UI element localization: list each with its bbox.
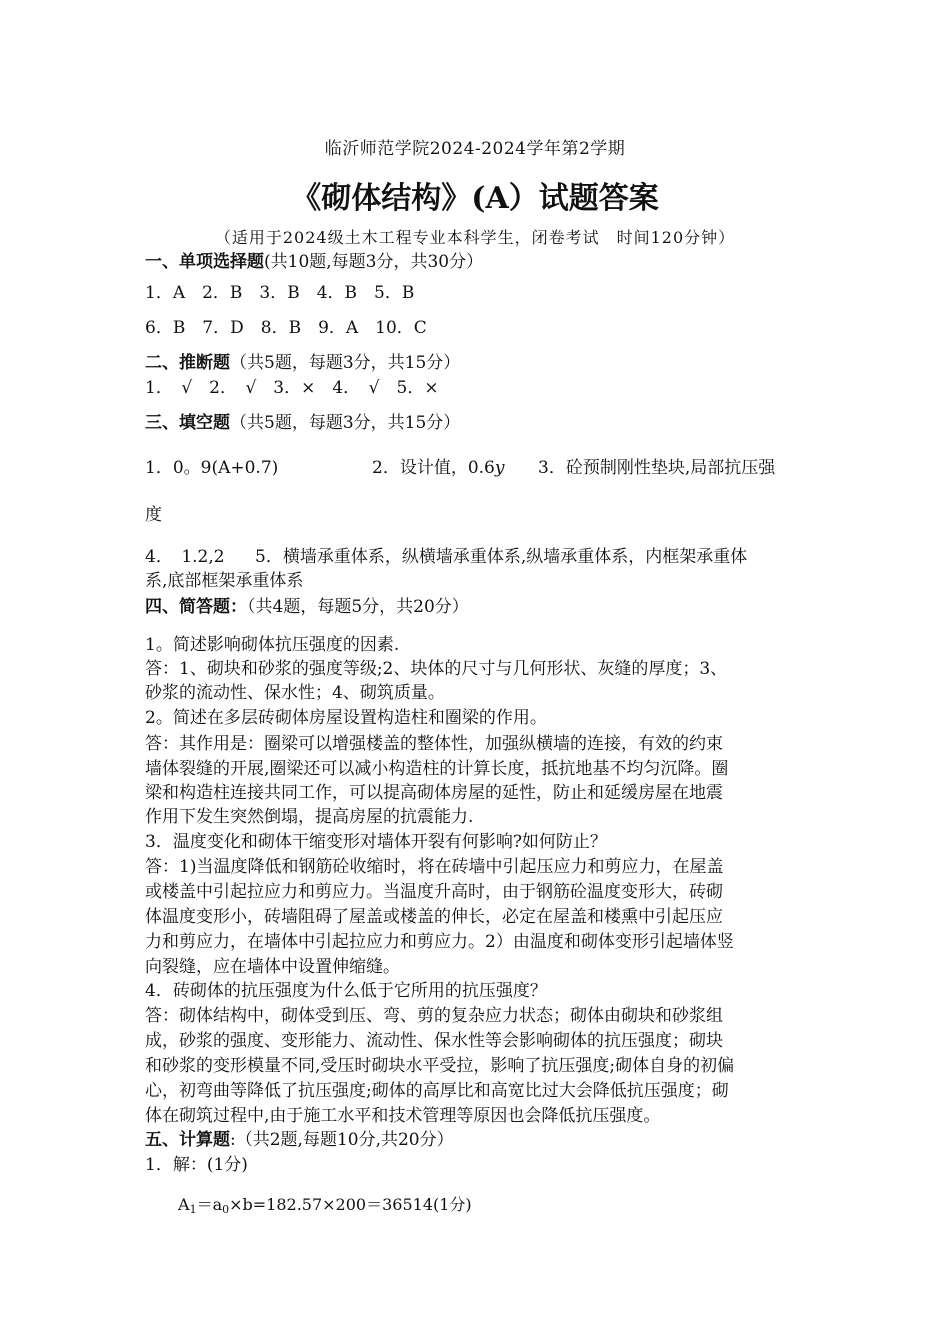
short-answer-line: 2。简述在多层砖砌体房屋设置构造柱和圈梁的作用。	[145, 708, 547, 728]
short-answer-line: 答：1、砌块和砂浆的强度等级;2、块体的尺寸与几何形状、灰缝的厚度；3、	[145, 659, 728, 679]
short-answer-line: 成，砂浆的强度、变形能力、流动性、保水性等会影响砌体的抗压强度；砌块	[145, 1031, 723, 1051]
choice-answers-row-1: 1．A 2．B 3．B 4．B 5．B	[145, 283, 415, 303]
short-answer-line: 力和剪应力，在墙体中引起拉应力和剪应力。2）由温度和砌体变形引起墙体竖	[145, 932, 734, 952]
short-answer-line: 体在砌筑过程中,由于施工水平和技术管理等原因也会降低抗压强度。	[145, 1106, 661, 1126]
fill-answer-3-continued: 度	[145, 505, 162, 525]
formula-subscript: 0	[222, 1203, 230, 1216]
fill-answer-4: 4． 1.2,2	[145, 547, 225, 567]
section-note: :（共2题,每题10分,共20分）	[230, 1130, 454, 1150]
short-answer-line: 3．温度变化和砌体干缩变形对墙体开裂有何影响?如何防止？	[145, 832, 607, 852]
short-answer-line: 4．砖砌体的抗压强度为什么低于它所用的抗压强度？	[145, 981, 547, 1001]
short-answer-line: 梁和构造柱连接共同工作，可以提高砌体房屋的延性，防止和延缓房屋在地震	[145, 783, 723, 803]
choice-answers-row-2: 6．B 7．D 8．B 9．A 10．C	[145, 318, 427, 338]
short-answer-line: 和砂浆的变形模量不同,受压时砌块水平受拉，影响了抗压强度;砌体自身的初偏	[145, 1056, 735, 1076]
section-1-header	[145, 251, 483, 273]
section-heading: 三、填空题	[145, 413, 230, 433]
short-answer-line: 答：其作用是：圈梁可以增强楼盖的整体性，加强纵横墙的连接，有效的约束	[145, 734, 723, 754]
formula-part: ＝a	[196, 1195, 223, 1214]
section-3-header	[145, 412, 460, 434]
section-note: （共4题，每题5分，共20分）	[247, 597, 469, 617]
judgement-answers-row: 1． √ 2． √ 3．× 4． √ 5．×	[145, 378, 439, 398]
fill-answer-2	[372, 457, 504, 479]
short-answer-line: 1。简述影响砌体抗压强度的因素.	[145, 635, 400, 655]
university-term-line: 临沂师范学院2024-2024学年第2学期	[324, 139, 626, 159]
section-5-header	[145, 1129, 454, 1151]
short-answer-line: 向裂缝，应在墙体中设置伸缩缝。	[145, 957, 400, 977]
short-answer-line: 心，初弯曲等降低了抗压强度;砌体的高厚比和高宽比过大会降低抗压强度；砌	[145, 1081, 729, 1101]
fill-answer-3: 3．砼预制刚性垫块,局部抗压强	[538, 458, 776, 478]
short-answer-line: 体温度变形小，砖墙阻碍了屋盖或楼盖的伸长，必定在屋盖和楼熏中引起压应	[145, 907, 723, 927]
calc-answer-line: 1．解：(1分)	[145, 1155, 248, 1175]
page-title: 《砌体结构》(A）试题答案	[291, 181, 659, 216]
fill-answer-5: 5．横墙承重体系，纵横墙承重体系,纵墙承重体系，内框架承重体	[255, 547, 748, 567]
formula-part: A	[178, 1195, 190, 1214]
short-answer-line: 墙体裂缝的开展,圈梁还可以减小构造柱的计算长度，抵抗地基不均匀沉降。圈	[145, 759, 729, 779]
section-note: (共10题,每题3分，共30分）	[264, 252, 484, 272]
short-answer-line: 或楼盖中引起拉应力和剪应力。当温度升高时，由于钢筋砼温度变形大，砖砌	[145, 882, 723, 902]
section-4-header	[145, 596, 469, 618]
section-heading: 四、简答题：	[145, 597, 247, 617]
section-heading: 一、单项选择题	[145, 252, 264, 272]
section-heading: 二、推断题	[145, 353, 230, 373]
formula-subscript: 1	[189, 1203, 197, 1216]
section-2-header	[145, 352, 460, 374]
section-heading: 五、计算题	[145, 1130, 230, 1150]
fill-answer-2-text: 2．设计值，0.6	[372, 458, 495, 478]
short-answer-line: 答：砌体结构中，砌体受到压、弯、剪的复杂应力状态；砌体由砌块和砂浆组	[145, 1006, 723, 1026]
formula-part: ×b=182.57×200＝36514(1分)	[229, 1195, 472, 1214]
short-answer-line: 答：1)当温度降低和钢筋砼收缩时，将在砖墙中引起压应力和剪应力，在屋盖	[145, 857, 724, 877]
section-note: （共5题，每题3分，共15分）	[230, 353, 461, 373]
short-answer-line: 砂浆的流动性、保水性；4、砌筑质量。	[145, 683, 445, 703]
section-note: （共5题，每题3分，共15分）	[230, 413, 461, 433]
calc-formula-line	[178, 1194, 472, 1221]
fill-answer-2-variable: y	[494, 458, 505, 478]
short-answer-line: 作用下发生突然倒塌，提高房屋的抗震能力.	[145, 807, 474, 827]
exam-scope-line: （适用于2024级土木工程专业本科学生，闭卷考试 时间120分钟）	[214, 228, 736, 247]
fill-answer-5-continued: 系,底部框架承重体系	[145, 571, 304, 591]
fill-answer-1: 1．0。9(A+0.7)	[145, 458, 279, 478]
